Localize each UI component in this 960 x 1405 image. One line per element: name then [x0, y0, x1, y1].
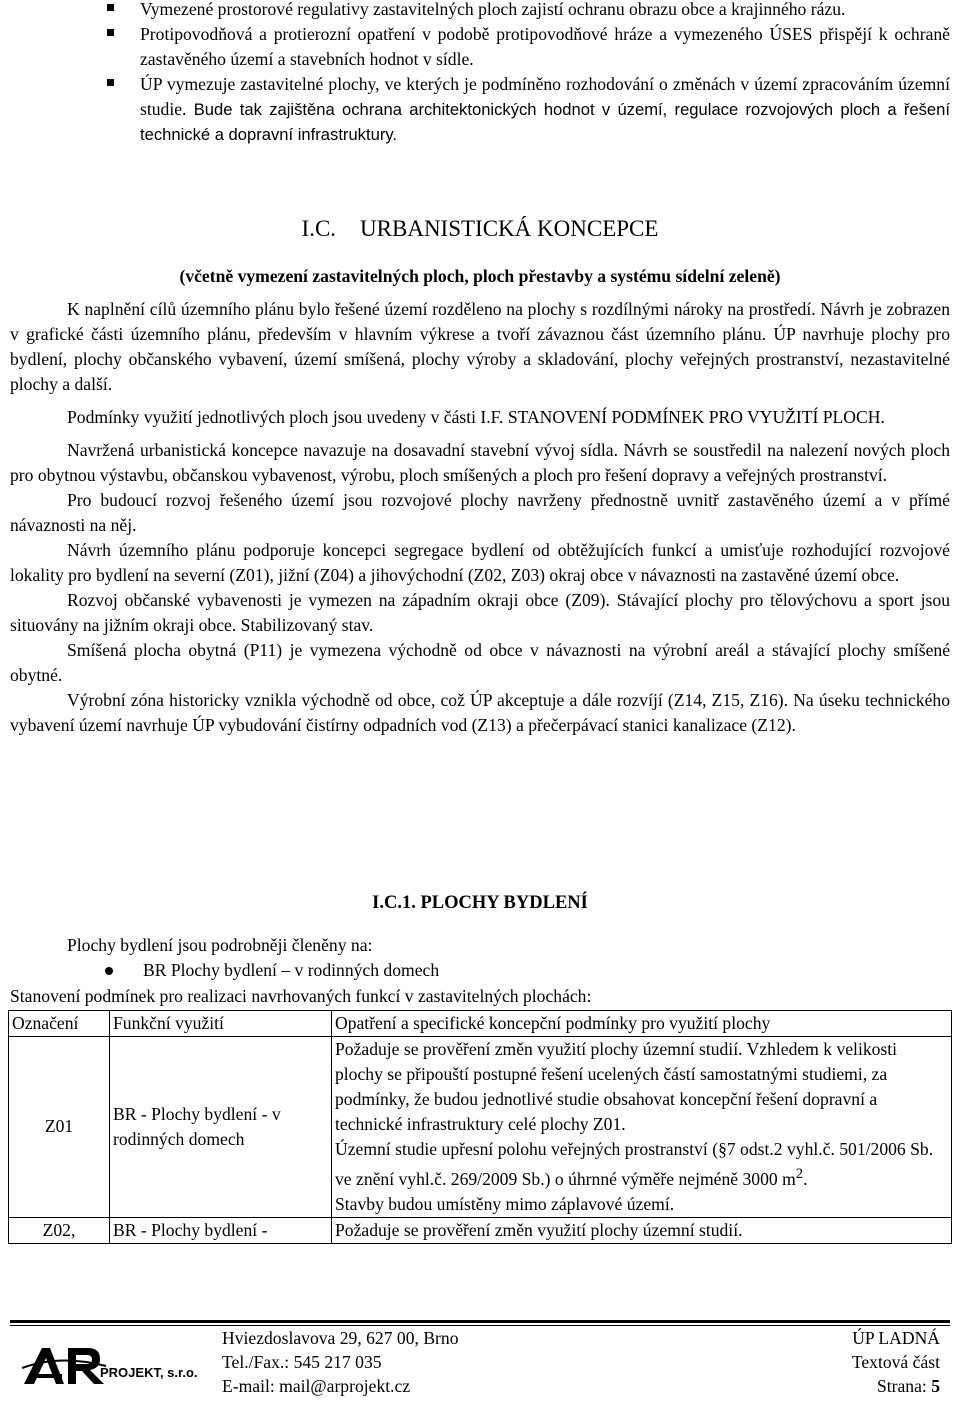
table-header: Funkční využití	[110, 1011, 332, 1037]
list-item-text: BR Plochy bydlení – v rodinných domech	[143, 960, 440, 980]
table-row	[9, 1217, 952, 1243]
paragraph: Pro budoucí rozvoj řešeného území jsou rozvojové plochy navrženy přednostně uvnitř zastavěného území a v přímé návaznosti na něj.	[10, 490, 950, 535]
footer-divider	[10, 1320, 950, 1323]
table-cell-code: Z02,	[9, 1217, 110, 1243]
list-item	[0, 0, 960, 22]
condition-text: Požaduje se prověření změn využití plochy územní studií. Vzhledem k velikosti plochy se připouští postupné řešení ucelených částí samostatnými studiemi, za podmínky, že budou jednotlivé studie obsahovat koncepční řešení dopravní a technické infrastruktury celé plochy Z01.	[335, 1039, 898, 1134]
footer-address: Hviezdoslavova 29, 627 00, Brno	[222, 1328, 459, 1348]
round-bullet-icon	[105, 967, 113, 975]
paragraph: Rozvoj občanské vybavenosti je vymezen na západním okraji obce (Z09). Stávající plochy pro tělovýchovu a sport jsou situovány na jižním okraji obce. Stabilizovaný stav.	[10, 590, 950, 635]
square-bullet-icon	[107, 79, 114, 86]
paragraph: Návrh územního plánu podporuje koncepci segregace bydlení od obtěžujících funkcí a umisťuje rozhodující rozvojové lokality pro bydlení na severní (Z01), jižní (Z04) a jihovýchodní (Z02, Z03) okraj obce v návaznosti na zastavěné území obce.	[10, 540, 950, 585]
square-bullet-icon	[107, 29, 114, 36]
footer-email: E-mail: mail@arprojekt.cz	[222, 1376, 411, 1396]
ar-logo-icon	[20, 1344, 200, 1386]
superscript: 2	[795, 1166, 804, 1182]
section-heading-ic	[0, 214, 960, 244]
condition-text: .	[803, 1168, 808, 1189]
page-number: 5	[931, 1376, 940, 1396]
list-item-text-sans: Bude tak zajištěna ochrana architektonických hodnot v území, regulace rozvojových ploch a řešení technické a dopravní infrastruktury.	[140, 100, 950, 144]
footer-address-block	[222, 1326, 459, 1398]
table-cell-function: BR - Plochy bydlení -	[110, 1217, 332, 1243]
paragraph: Výrobní zóna historicky vznikla východně od obce, což ÚP akceptuje a dále rozvíjí (Z14, Z15, Z16). Na úseku technického vybavení území navrhuje ÚP vybudování čistírny odpadních vod (Z13) a přečerpávací stanici kanalizace (Z12).	[10, 690, 950, 735]
paragraph: Smíšená plocha obytná (P11) je vymezena východně od obce v návaznosti na výrobní areál a stávající plochy smíšené obytné.	[10, 640, 950, 685]
table-cell-function: BR - Plochy bydlení - v rodinných domech	[110, 1037, 332, 1218]
section-subtitle: (včetně vymezení zastavitelných ploch, ploch přestavby a systému sídelní zeleně)	[179, 266, 781, 286]
condition-text: Stavby budou umístěny mimo záplavové území.	[335, 1193, 675, 1214]
paragraph: Stanovení podmínek pro realizaci navrhovaných funkcí v zastavitelných plochách:	[10, 986, 592, 1006]
bullet-list-top	[0, 0, 960, 147]
company-logo	[20, 1344, 200, 1386]
footer-part: Textová část	[851, 1352, 940, 1372]
body-text	[10, 297, 950, 738]
bullet-list-bydleni	[0, 958, 960, 983]
subsection-intro	[10, 933, 950, 958]
condition-text-area	[335, 1137, 948, 1192]
condition-text: Územní studie upřesní polohu veřejných prostranství (§7 odst.2 vyhl.č. 501/2006 Sb. ve znění vyhl.č. 269/2009 Sb.) o úhrnné výměře nejméně 3000 m	[335, 1139, 934, 1189]
table-header: Označení	[9, 1011, 110, 1037]
section-code: I.C.	[301, 216, 337, 241]
paragraph: Podmínky využití jednotlivých ploch jsou uvedeny v části I.F. STANOVENÍ PODMÍNEK PRO VYUŽITÍ PLOCH.	[67, 407, 885, 427]
table-cell-code: Z01	[9, 1037, 110, 1218]
square-bullet-icon	[107, 4, 114, 11]
list-item	[0, 958, 960, 983]
paragraph: K naplnění cílů územního plánu bylo řešené území rozděleno na plochy s rozdílnými nároky na prostředí. Návrh je zobrazen v grafické části územního plánu, především v hlavním výkrese a tvoří závaznou část územního plánu. ÚP navrhuje plochy pro bydlení, plochy občanského vybavení, území smíšená, plochy výroby a skladování, plochy veřejných prostranství, nezastavitelné plochy a další.	[10, 299, 950, 394]
footer-page	[852, 1374, 940, 1398]
footer-document-info	[852, 1326, 940, 1398]
section-title: URBANISTICKÁ KONCEPCE	[360, 216, 659, 241]
list-item	[0, 22, 960, 72]
table-header: Opatření a specifické koncepční podmínky pro využití plochy	[332, 1011, 952, 1037]
list-item-text: ÚP vymezuje zastavitelné plochy, ve kterých je podmíněno rozhodování o změnách v území zpracováním územní studie.	[140, 74, 950, 119]
list-item-text: Vymezené prostorové regulativy zastavitelných ploch zajistí ochranu obrazu obce a krajinného rázu.	[140, 0, 846, 19]
footer-project: ÚP LADNÁ	[852, 1328, 940, 1348]
table-header-row	[9, 1011, 952, 1037]
list-item-text: Protipovodňová a protierozní opatření v podobě protipovodňové hráze a vymezeného ÚSES přispějí k ochraně zastavěného území a stavebních hodnot v sídle.	[140, 24, 950, 69]
conditions-table	[8, 1010, 952, 1244]
table-caption	[10, 984, 950, 1009]
footer-phone: Tel./Fax.: 545 217 035	[222, 1352, 382, 1372]
list-item	[0, 72, 960, 147]
logo-text: PROJEKT, s.r.o.	[100, 1365, 198, 1380]
subsection-heading: I.C.1. PLOCHY BYDLENÍ	[372, 893, 588, 913]
footer-divider	[10, 1325, 950, 1326]
table-row	[9, 1037, 952, 1218]
table-cell-conditions	[332, 1037, 952, 1218]
page-label: Strana:	[876, 1376, 927, 1396]
paragraph: Navržená urbanistická koncepce navazuje na dosavadní stavební vývoj sídla. Návrh se soustředil na nalezení nových ploch pro obytnou výstavbu, občanskou vybavenost, výrobu, ploch smíšených a ploch pro řešení dopravy a veřejných prostranství.	[10, 440, 950, 485]
paragraph: Plochy bydlení jsou podrobněji členěny na:	[67, 935, 373, 955]
table-cell-conditions: Požaduje se prověření změn využití plochy územní studií.	[332, 1217, 952, 1243]
